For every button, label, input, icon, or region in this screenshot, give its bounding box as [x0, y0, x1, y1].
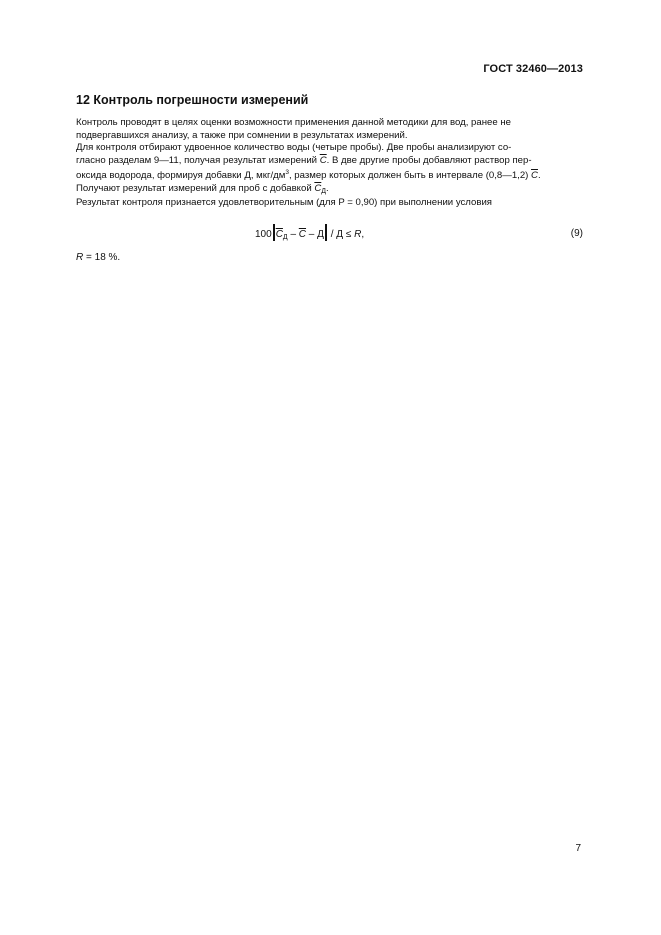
c-added-symbol: $\overline{C}$: [314, 182, 322, 194]
paragraph-3: [76, 197, 583, 210]
p1-line2: подвергавшихся анализу, а также при сомнении в результатах измерений.: [76, 129, 408, 141]
section-title: 12 Контроль погрешности измерений: [76, 93, 309, 107]
p3-line1: Результат контроля признается удовлетворительным (для P = 0,90) при выполнении условия: [76, 197, 492, 208]
abs-bar-right: [325, 224, 327, 241]
result-line: R = 18 %.: [76, 252, 121, 263]
paragraph-1: [76, 117, 583, 142]
p2-line4: Получают результат измерений для проб с добавкой $\overline{C}_Д$.: [76, 182, 329, 195]
c-mean-symbol: $\overline{C}$: [531, 170, 538, 182]
formula-9: 100 $\overline{C}_Д - \overline{C} - Д / Д \le R$,: [255, 224, 364, 244]
page-number: 7: [575, 843, 581, 854]
standard-code: ГОСТ 32460—2013: [483, 63, 583, 75]
abs-bar-left: [273, 224, 275, 241]
p2-line2: гласно разделам 9—11, получая результат измерений $\overline{C}$. В две другие пробы добавляют раствор пер-: [76, 154, 532, 166]
p2-line1: Для контроля отбирают удвоенное количество воды (четыре пробы). Две пробы анализируют со-: [76, 142, 512, 153]
c-mean-symbol: $\overline{C}$: [319, 154, 327, 166]
p1-line1: Контроль проводят в целях оценки возможности применения данной методики для вод, ранее не: [76, 117, 511, 128]
p2-line3: оксида водорода, формируя добавки Д, мкг/$дм^3$, размер которых должен быть в интервале (0,8—1,2) $\overline{C}$.: [76, 169, 541, 182]
formula-number: (9): [570, 228, 583, 239]
paragraph-2: [76, 142, 583, 198]
